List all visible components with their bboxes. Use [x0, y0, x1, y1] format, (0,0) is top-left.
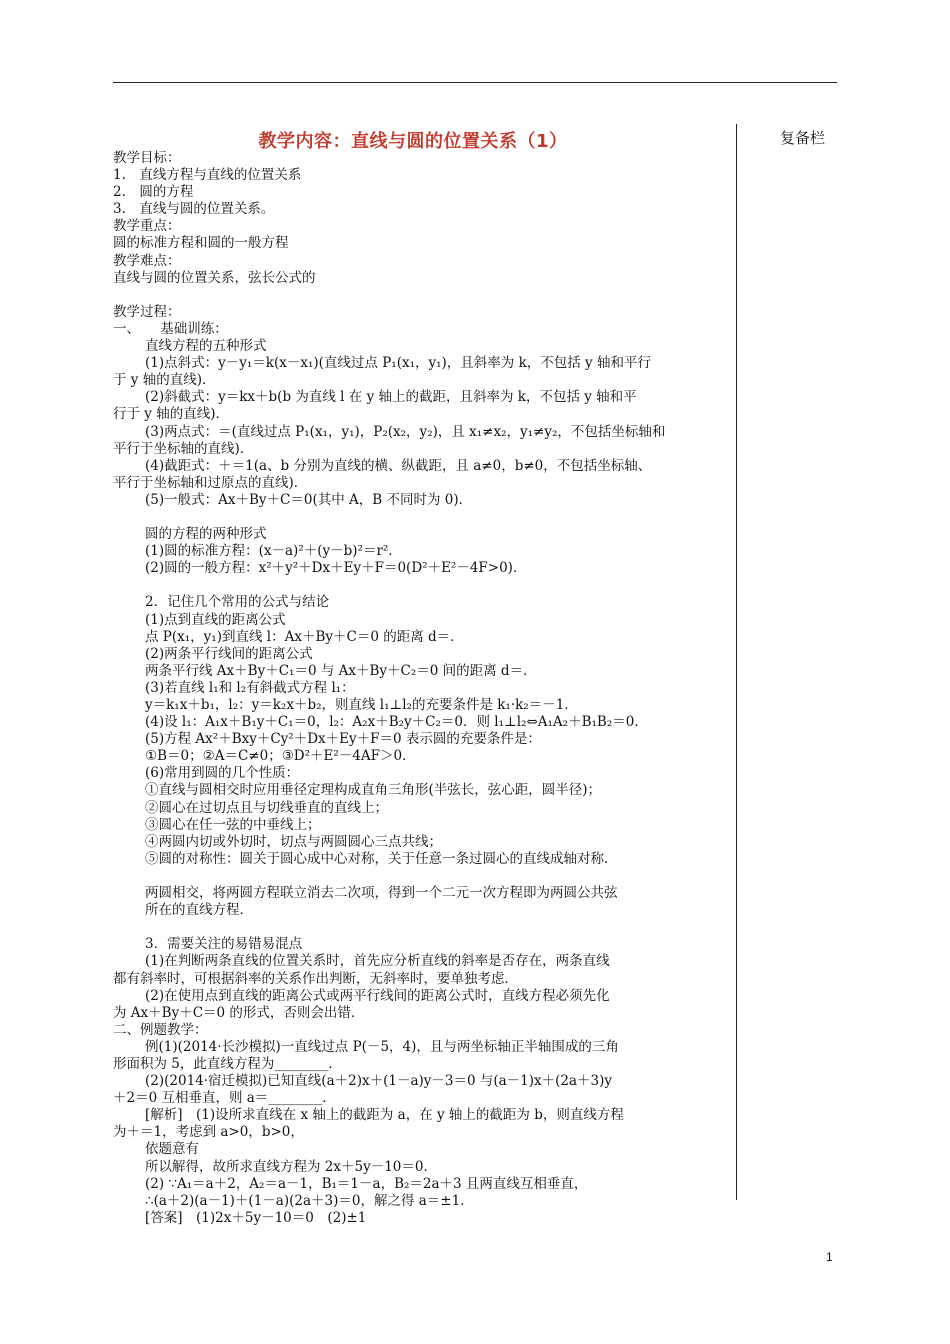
text-line: 教学目标： — [113, 150, 181, 166]
text-line: (2)斜截式：y＝kx＋b(b 为直线 l 在 y 轴上的截距，且斜率为 k，不包括 y 轴和平 — [145, 389, 637, 406]
text-line: 行于 y 轴的直线)． — [113, 406, 229, 423]
text-line: 两条平行线 Ax＋By＋C₁＝0 与 Ax＋By＋C₂＝0 间的距离 d＝． — [145, 662, 537, 679]
text-line: (1)圆的标准方程：(x－a)²＋(y－b)²＝r²． — [145, 543, 402, 560]
text-line: (2)圆的一般方程：x²＋y²＋Dx＋Ey＋F＝0(D²＋E²－4F>0)． — [145, 560, 527, 577]
text-line: (1)点到直线的距离公式 — [145, 611, 286, 628]
text-line: 1. 直线方程与直线的位置关系 — [113, 167, 302, 184]
text-line: 一、 基础训练： — [113, 320, 228, 337]
text-line — [113, 509, 733, 526]
document-body — [113, 150, 733, 1227]
header-rule — [113, 82, 837, 83]
text-line: 所以解得，故所求直线方程为 2x＋5y－10＝0． — [145, 1158, 437, 1175]
text-line: (2)在使用点到直线的距离公式或两平行线间的距离公式时，直线方程必须先化 — [145, 987, 610, 1004]
page-title: 教学内容：直线与圆的位置关系（1） — [258, 131, 568, 152]
text-line: (6)常用到圆的几个性质： — [145, 765, 300, 782]
text-line: (5)一般式：Ax＋By＋C＝0(其中 A，B 不同时为 0)． — [145, 491, 473, 508]
column-divider — [736, 124, 737, 1200]
text-line: 二、例题教学： — [113, 1021, 208, 1038]
text-line: 例(1)(2014·长沙模拟)一直线过点 P(－5，4)，且与两坐标轴正半轴围成的三角 — [145, 1038, 619, 1055]
text-line: 教学难点： — [113, 252, 181, 269]
text-line: 平行于坐标轴和过原点的直线)． — [113, 474, 308, 491]
text-line — [113, 919, 733, 936]
text-line: 形面积为 5，此直线方程为________． — [113, 1055, 342, 1072]
text-line: 两圆相交，将两圆方程联立消去二次项，得到一个二元一次方程即为两圆公共弦 — [145, 885, 618, 902]
text-line: (1)在判断两条直线的位置关系时，首先应分析直线的斜率是否存在，两条直线 — [145, 953, 610, 970]
text-line: 圆的方程的两种形式 — [145, 526, 267, 543]
text-line: ①B＝0；②A＝C≠0；③D²＋E²－4AF＞0． — [145, 748, 416, 765]
text-line: (3)若直线 l₁和 l₂有斜截式方程 l₁： — [145, 679, 355, 696]
text-line: ④两圆内切或外切时，切点与两圆圆心三点共线； — [145, 833, 442, 850]
sidebar-label: 复备栏 — [780, 129, 826, 147]
page-number: 1 — [826, 1250, 833, 1264]
text-line: 为 Ax＋By＋C＝0 的形式，否则会出错． — [113, 1004, 365, 1021]
text-line — [113, 287, 733, 304]
text-line: (3)两点式：＝(直线过点 P₁(x₁，y₁)，P₂(x₂，y₂)，且 x₁≠x₂，y₁≠y₂，不包括坐标轴和 — [145, 423, 666, 440]
text-line: ③圆心在任一弦的中垂线上； — [145, 816, 321, 833]
text-line: [答案] (1)2x＋5y－10＝0 (2)±1 — [145, 1209, 367, 1226]
text-line: 为＋＝1，考虑到 a>0，b>0， — [113, 1124, 304, 1141]
text-line: ⑤圆的对称性：圆关于圆心成中心对称，关于任意一条过圆心的直线成轴对称． — [145, 850, 618, 867]
text-line: 点 P(x₁，y₁)到直线 l：Ax＋By＋C＝0 的距离 d＝． — [145, 628, 464, 645]
text-line: (2)(2014·宿迁模拟)已知直线(a＋2)x＋(1－a)y－3＝0 与(a－1)x＋(2a＋3)y — [145, 1073, 613, 1090]
text-line: ②圆心在过切点且与切线垂直的直线上； — [145, 799, 388, 816]
text-line: 于 y 轴的直线)． — [113, 372, 216, 389]
text-line: 平行于坐标轴的直线)． — [113, 440, 254, 457]
text-line: (1)点斜式：y－y₁＝k(x－x₁)(直线过点 P₁(x₁，y₁)，且斜率为 k，不包括 y 轴和平行 — [145, 355, 651, 372]
text-line: 直线与圆的位置关系，弦长公式的 — [113, 269, 316, 286]
text-line: 3．需要关注的易错易混点 — [145, 936, 303, 953]
text-line: (4)截距式：＋＝1(a、b 分别为直线的横、纵截距，且 a≠0，b≠0，不包括坐标轴、 — [145, 457, 652, 474]
text-line: ＋2＝0 互相垂直，则 a＝________． — [113, 1090, 336, 1107]
text-line: 圆的标准方程和圆的一般方程 — [113, 235, 289, 252]
text-line: [解析] (1)设所求直线在 x 轴上的截距为 a，在 y 轴上的截距为 b，则直线方程 — [145, 1107, 624, 1124]
text-line: ①直线与圆相交时应用垂径定理构成直角三角形(半弦长，弦心距，圆半径)； — [145, 782, 602, 799]
text-line: 2．记住几个常用的公式与结论 — [145, 594, 330, 611]
text-line: 依题意有 — [145, 1141, 199, 1158]
text-line: 所在的直线方程． — [145, 902, 253, 919]
text-line — [113, 868, 733, 885]
text-line: 3. 直线与圆的位置关系。 — [113, 201, 275, 218]
text-line: 2. 圆的方程 — [113, 184, 194, 201]
text-line: (4)设 l₁：A₁x＋B₁y＋C₁＝0，l₂：A₂x＋B₂y＋C₂＝0．则 l₁⊥l₂⇔A₁A₂＋B₁B₂＝0． — [145, 714, 648, 731]
text-line: (2) ∵A₁＝a＋2，A₂＝a－1，B₁＝1－a，B₂＝2a＋3 且两直线互相垂直， — [145, 1175, 588, 1192]
text-line — [113, 577, 733, 594]
text-line: 教学过程： — [113, 303, 181, 320]
text-line: (5)方程 Ax²＋Bxy＋Cy²＋Dx＋Ey＋F＝0 表示圆的充要条件是： — [145, 731, 541, 748]
text-line: (2)两条平行线间的距离公式 — [145, 645, 313, 662]
text-line: 教学重点： — [113, 218, 181, 235]
text-line: 直线方程的五种形式 — [145, 338, 267, 355]
text-line: y＝k₁x＋b₁，l₂：y＝k₂x＋b₂，则直线 l₁⊥l₂的充要条件是 k₁·k₂＝－1． — [145, 697, 578, 713]
text-line: 都有斜率时，可根据斜率的关系作出判断，无斜率时，要单独考虑． — [113, 970, 518, 987]
text-line: ∴(a＋2)(a－1)＋(1－a)(2a＋3)＝0，解之得 a＝±1． — [145, 1192, 474, 1209]
